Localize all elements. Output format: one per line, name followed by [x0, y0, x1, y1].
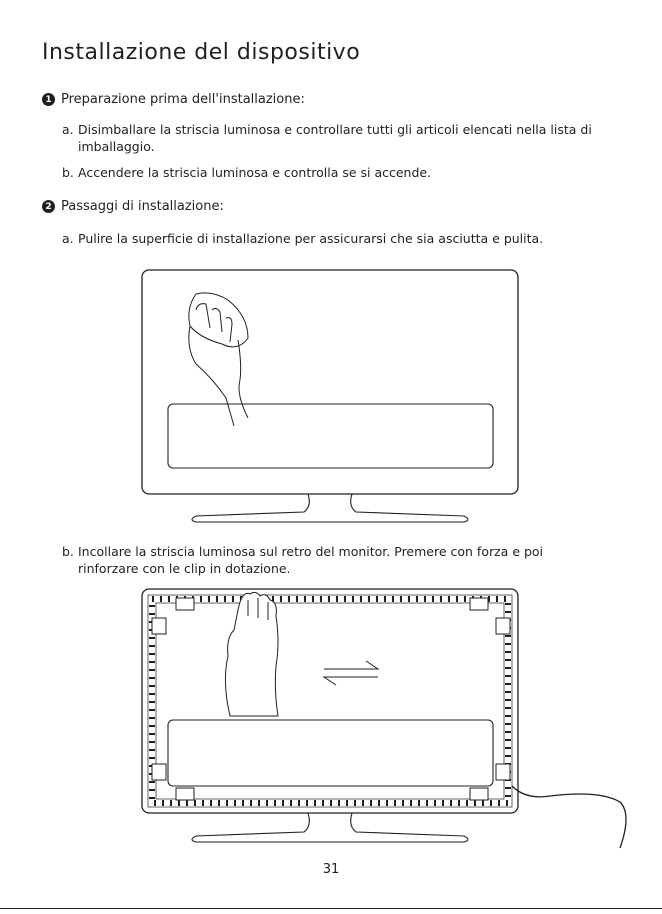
hand-with-cloth-icon	[189, 293, 248, 426]
section-1-heading-text: Preparazione prima dell'installazione:	[61, 92, 305, 107]
hand-pressing-icon	[225, 592, 278, 716]
section-2-heading-text: Passaggi di installazione:	[61, 199, 224, 214]
swap-arrows-icon	[324, 661, 378, 685]
section-2-item-a: a. Pulire la superficie di installazione per assicurarsi che sia asciutta e pulita.	[62, 231, 544, 246]
item-text: Accendere la striscia luminosa e controlla se si accende.	[78, 165, 432, 180]
section-2-item-b: b. Incollare la striscia luminosa sul retro del monitor. Premere con forza e poi rinforzare con le clip in dotazione.	[62, 543, 622, 577]
item-text: Incollare la striscia luminosa sul retro del monitor. Premere con forza e poi	[78, 544, 544, 559]
item-text-cont: imballaggio.	[78, 139, 155, 154]
section-1-item-a: a. Disimballare la striscia luminosa e controllare tutti gli articoli elencati nella lista di imballaggio.	[62, 121, 622, 155]
item-text-cont: rinforzare con le clip in dotazione.	[78, 561, 291, 576]
page-number: 31	[322, 862, 340, 877]
bottom-rule	[0, 908, 662, 909]
page-title: Installazione del dispositivo	[42, 40, 361, 65]
led-strip	[152, 599, 508, 803]
clip-icon	[152, 598, 510, 800]
section-2-heading	[42, 199, 224, 214]
item-text: Disimballare la striscia luminosa e controllare tutti gli articoli elencati nella lista di	[78, 122, 592, 137]
step-number-badge: 1	[42, 93, 55, 106]
item-text: Pulire la superficie di installazione per assicurarsi che sia asciutta e pulita.	[78, 231, 544, 246]
section-1-item-b: b. Accendere la striscia luminosa e controlla se si accende.	[62, 165, 432, 180]
monitor-back-strip-illustration	[130, 586, 632, 850]
step-number-badge: 2	[42, 200, 55, 213]
section-1-heading	[42, 92, 305, 107]
monitor-cleaning-illustration	[130, 268, 530, 528]
